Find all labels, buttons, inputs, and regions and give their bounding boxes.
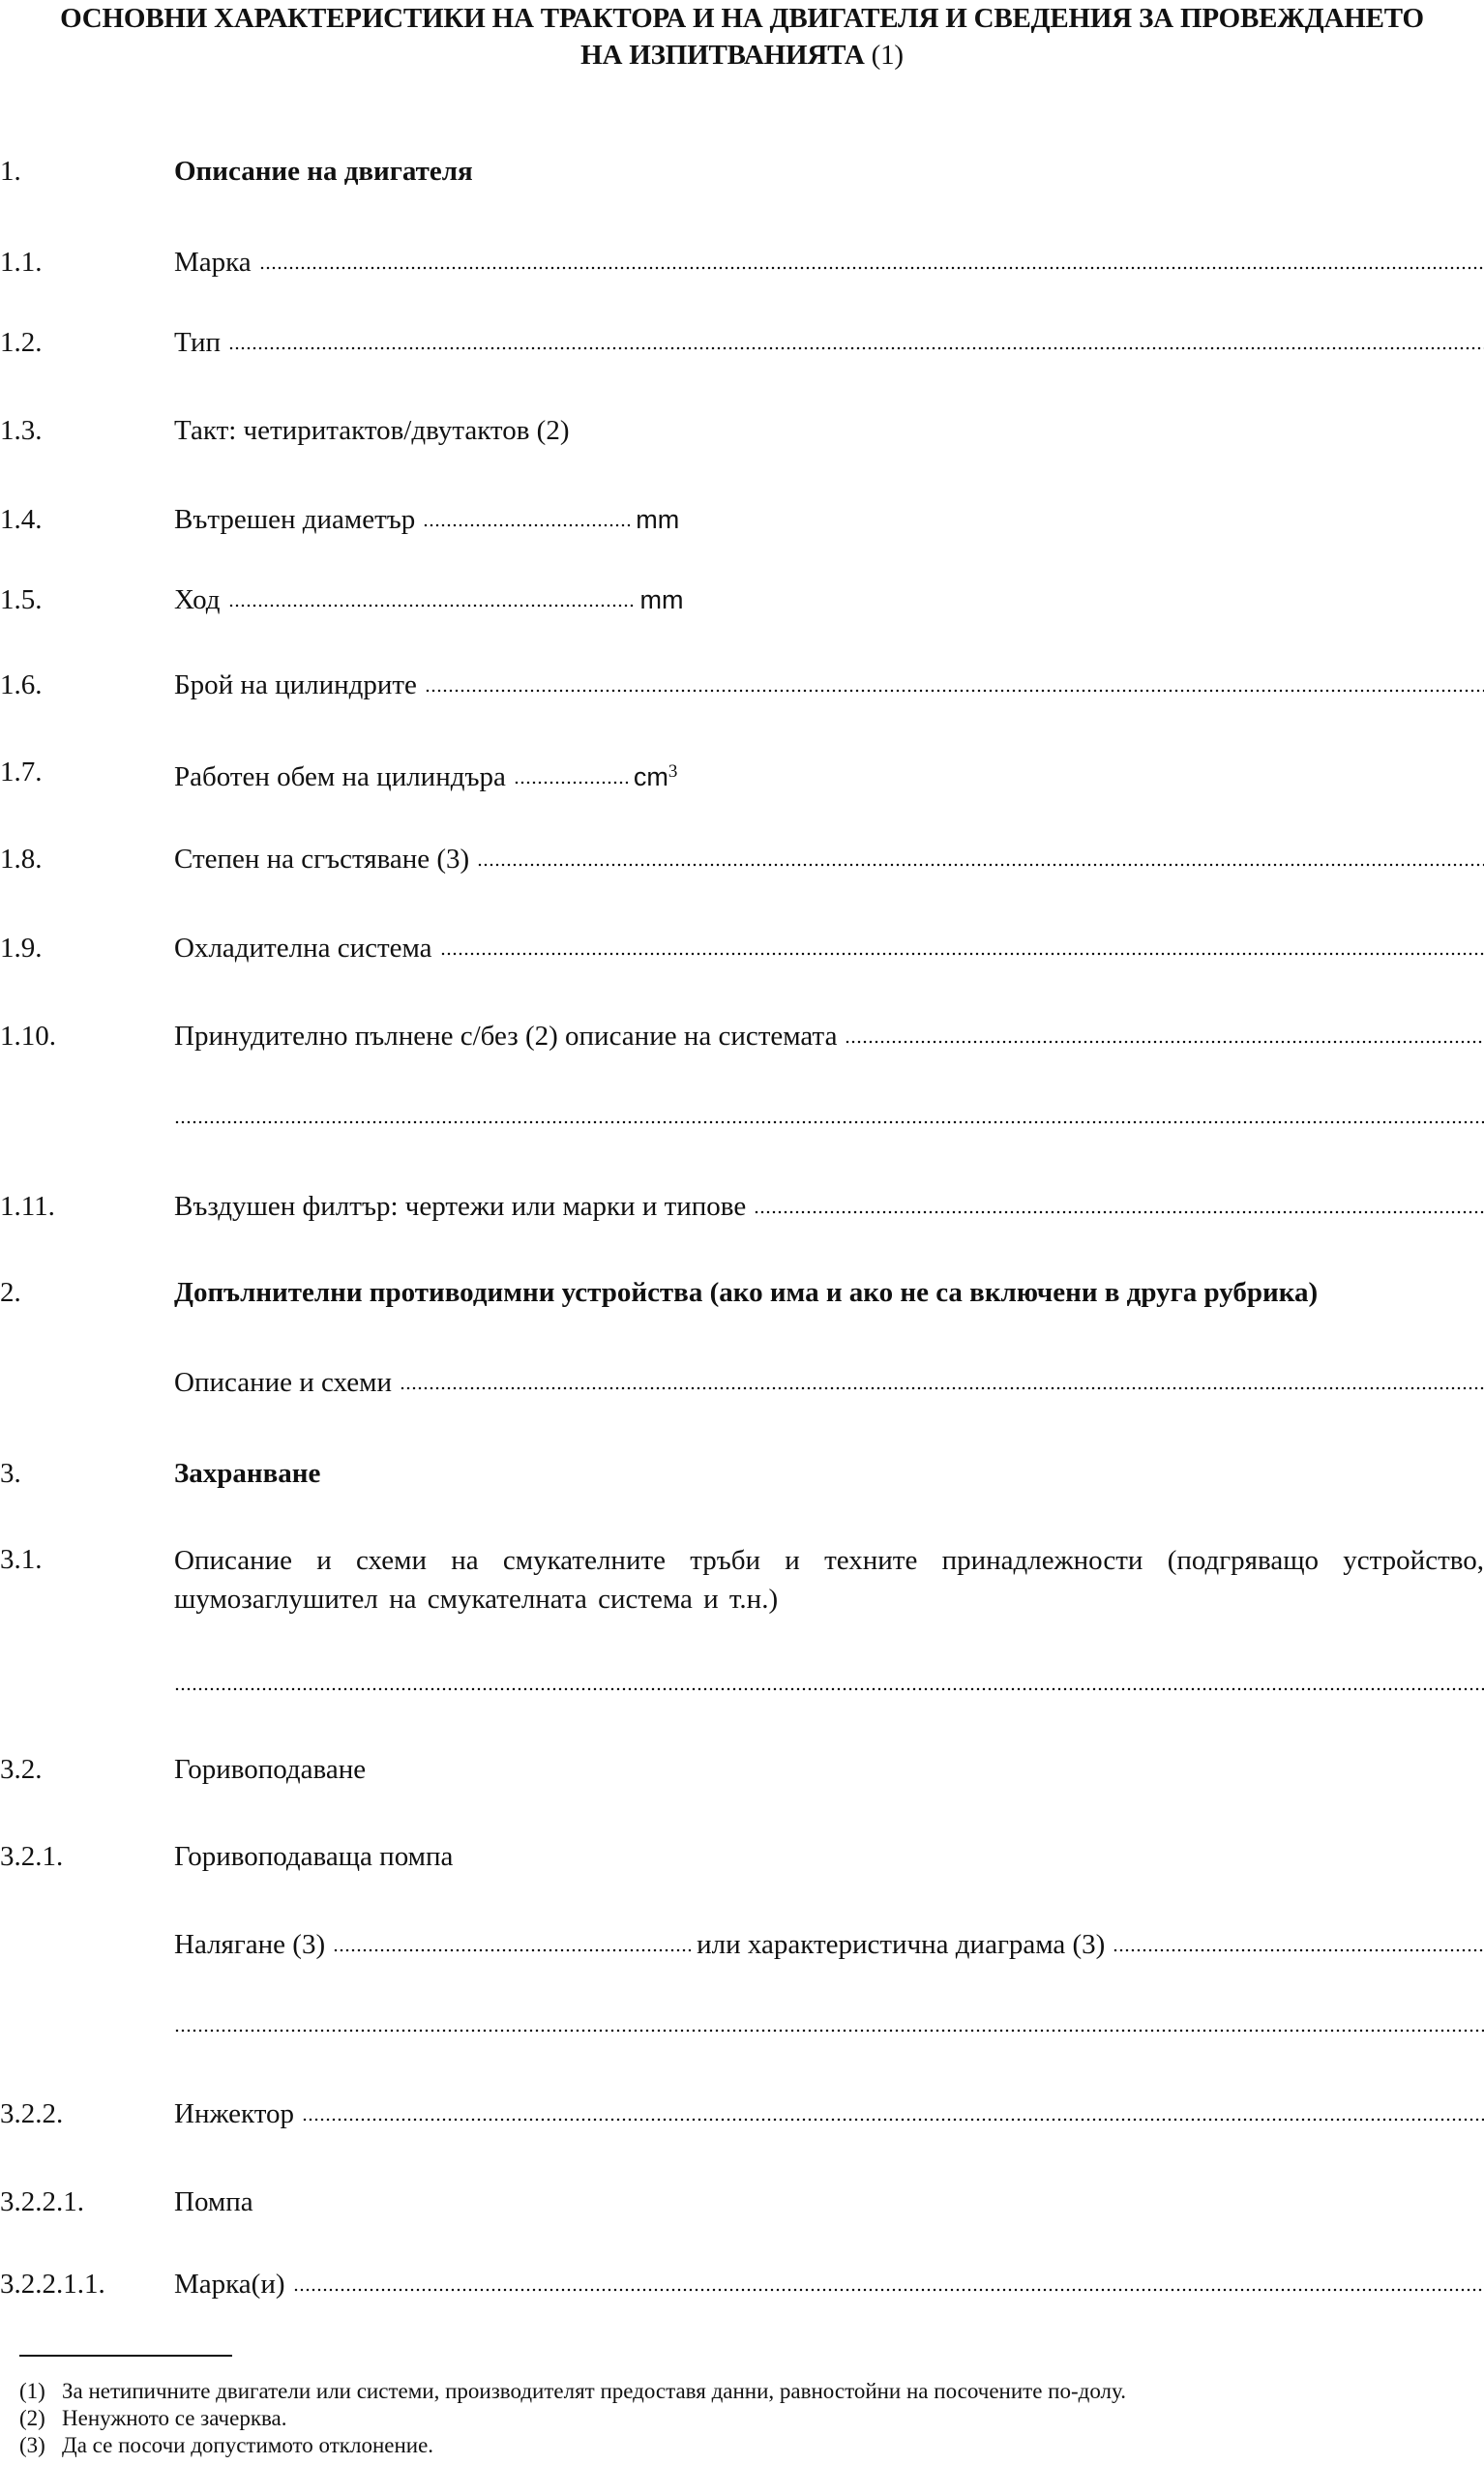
field-label: Такт: четиритактов/двутактов (2) — [174, 415, 570, 446]
dotted-fill-line[interactable] — [440, 951, 1484, 957]
field-line — [174, 1018, 1484, 1054]
field-label: Горивоподаваща помпа — [174, 1841, 454, 1872]
footnote-text: Да се посочи допустимото отклонение. — [62, 2433, 434, 2457]
field-label: Работен обем на цилиндъра — [174, 761, 506, 792]
title-line-2 — [0, 37, 1484, 74]
field-label: Описание и схеми — [174, 1367, 393, 1398]
dotted-fill-line[interactable] — [174, 1686, 1484, 1692]
field-label: Въздушен филтър: чертежи или марки и типове — [174, 1191, 747, 1222]
field-number: 1.1. — [0, 247, 43, 278]
footnote-2 — [19, 2405, 287, 2432]
dotted-fill-line[interactable] — [333, 1947, 691, 1953]
title-line-2-text: НА ИЗПИТВАНИЯТА — [580, 40, 865, 71]
dotted-fill-line[interactable] — [228, 345, 1484, 351]
dotted-fill-line[interactable] — [754, 1209, 1484, 1215]
field-label: Охладителна система — [174, 933, 432, 964]
footnote-text: За нетипичните двигатели или системи, производителят предоставя данни, равностойни на посочените по-долу. — [62, 2379, 1126, 2403]
dotted-fill-line[interactable] — [1113, 1947, 1484, 1953]
field-number: 1.6. — [0, 669, 43, 700]
field-number: 1.3. — [0, 415, 43, 446]
field-number: 1.5. — [0, 584, 43, 615]
field-line — [174, 324, 1484, 361]
field-line — [174, 754, 1484, 795]
footnote-1 — [19, 2378, 1126, 2405]
field-label: Вътрешен диаметър — [174, 504, 416, 535]
field-line — [174, 2095, 1484, 2132]
field-line — [174, 841, 1484, 877]
footnote-3 — [19, 2432, 433, 2459]
field-number: 3.2.1. — [0, 1841, 64, 1872]
section-heading: Описание на двигателя — [174, 156, 473, 187]
field-label: Брой на цилиндрите — [174, 669, 417, 700]
field-line — [174, 1926, 1484, 1963]
footnote-number: (1) — [19, 2379, 45, 2403]
field-line — [174, 1188, 1484, 1225]
field-label: Инжектор — [174, 2098, 294, 2129]
dotted-fill-line[interactable] — [845, 1039, 1484, 1045]
field-label: Горивоподаване — [174, 1754, 367, 1785]
field-label: Принудително пълнене с/без (2) описание на системата — [174, 1021, 838, 1052]
field-number: 3.2.2. — [0, 2098, 64, 2129]
field-label: Описание и схеми на смукателните тръби и техните принадлежности (подгряващо устройство, шумозаглушител на смукателната система и т.н.) — [174, 1545, 1484, 1615]
section-number: 1. — [0, 156, 21, 187]
dotted-fill-line[interactable] — [477, 862, 1484, 868]
field-label: Ход — [174, 584, 221, 615]
dotted-fill-line[interactable] — [425, 688, 1484, 694]
field-label-diagram: или характеристична диаграма (3) — [697, 1929, 1106, 1960]
field-line — [174, 1364, 1484, 1401]
field-line — [174, 667, 1484, 703]
field-number: 1.2. — [0, 327, 43, 358]
field-number: 1.8. — [0, 844, 43, 875]
unit-label: cm — [633, 762, 668, 791]
field-number: 1.11. — [0, 1191, 55, 1222]
dotted-fill-line[interactable] — [174, 2028, 1484, 2034]
dotted-fill-line[interactable] — [293, 2287, 1484, 2293]
field-number: 1.9. — [0, 933, 43, 964]
field-number: 3.2. — [0, 1754, 43, 1785]
footnote-separator — [19, 2355, 232, 2357]
unit-label: mm — [636, 505, 680, 534]
field-number: 3.1. — [0, 1544, 43, 1575]
field-line — [174, 244, 1484, 281]
field-line — [174, 2266, 1484, 2302]
dotted-fill-line[interactable] — [400, 1385, 1484, 1391]
field-line — [174, 501, 1484, 538]
section-heading: Допълнителни противодимни устройства (ако има и ако не са включени в друга рубрика) — [174, 1277, 1319, 1308]
title-line-1: ОСНОВНИ ХАРАКТЕРИСТИКИ НА ТРАКТОРА И НА ДВИГАТЕЛЯ И СВЕДЕНИЯ ЗА ПРОВЕЖДАНЕТО — [60, 3, 1424, 34]
field-label: Тип — [174, 327, 222, 358]
dotted-fill-line[interactable] — [423, 522, 630, 528]
page-title — [0, 0, 1484, 74]
field-number: 3.2.2.1. — [0, 2186, 84, 2217]
field-line — [174, 581, 1484, 618]
title-footnote-ref: (1) — [871, 40, 904, 71]
dotted-fill-line[interactable] — [302, 2117, 1484, 2123]
section-heading: Захранване — [174, 1458, 321, 1489]
dotted-fill-line[interactable] — [259, 265, 1484, 271]
unit-label: mm — [639, 585, 684, 614]
field-line — [174, 930, 1484, 966]
section-number: 2. — [0, 1277, 21, 1308]
field-number: 3.2.2.1.1. — [0, 2269, 105, 2300]
field-label: Степен на сгъстяване (3) — [174, 844, 470, 875]
footnote-text: Ненужното се зачерква. — [62, 2406, 287, 2430]
section-number: 3. — [0, 1458, 21, 1489]
unit-superscript: 3 — [668, 761, 678, 782]
field-label-pressure: Налягане (3) — [174, 1929, 326, 1960]
field-number: 1.4. — [0, 504, 43, 535]
footnote-number: (3) — [19, 2433, 45, 2457]
dotted-fill-line[interactable] — [174, 1119, 1484, 1125]
field-number: 1.7. — [0, 757, 43, 787]
dotted-fill-line[interactable] — [228, 603, 635, 609]
footnote-number: (2) — [19, 2406, 45, 2430]
field-label: Помпа — [174, 2186, 253, 2217]
dotted-fill-line[interactable] — [514, 780, 628, 786]
field-number: 1.10. — [0, 1021, 56, 1052]
field-label: Марка — [174, 247, 252, 278]
field-label: Марка(и) — [174, 2269, 285, 2300]
